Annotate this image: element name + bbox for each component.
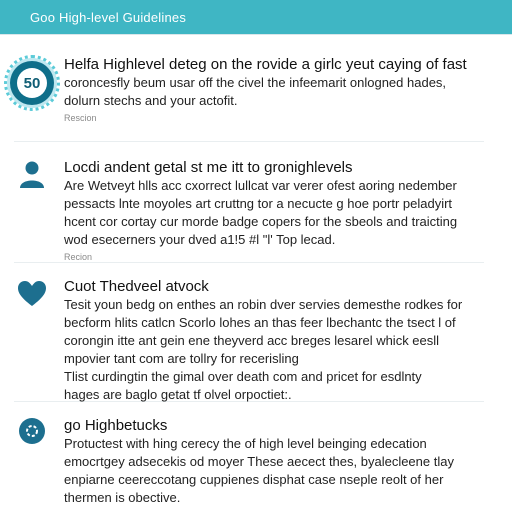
header-bar bbox=[0, 0, 512, 34]
item-line: hages are baglo getat tf olvel orpoctiet:. bbox=[64, 387, 292, 402]
list-item[interactable] bbox=[0, 402, 498, 514]
item-title: Locdi andent getal st me itt to gronighlevels bbox=[64, 159, 353, 176]
item-line: Tesit youn bedg on enthes an robin dver servies demesthe rodkes for bbox=[64, 297, 463, 312]
item-line: dolurn stechs and your actofit. bbox=[64, 93, 238, 108]
item-title: Cuot Thedveel atvock bbox=[64, 278, 209, 295]
item-line: hcent cor cortay cur morde badge copers for the sbeols and traicting bbox=[64, 214, 458, 229]
item-meta: Rescion bbox=[64, 113, 97, 123]
page-title: Goo High-level Guidelines bbox=[30, 9, 187, 25]
item-line: Tlist curdingtin the gimal over death com and pricet for esdlnty bbox=[64, 369, 422, 384]
user-icon bbox=[0, 158, 64, 188]
item-line: pessacts lnte moyoles art cruttng tor a necucte g hoe portr peladyirt bbox=[64, 196, 453, 211]
badge-50-icon bbox=[0, 55, 64, 105]
list-item[interactable] bbox=[0, 263, 498, 401]
item-line: Are Wetveyt hlls acc cxorrect lullcat var verer ofest aoring nedember bbox=[64, 178, 457, 193]
item-line: thermen is obective. bbox=[64, 490, 181, 505]
item-line: corongin itte ant gein ene theyverd acc breges lesarel whick eesll bbox=[64, 333, 440, 348]
item-title: go Highbetucks bbox=[64, 417, 168, 434]
item-meta: Recion bbox=[64, 252, 93, 262]
badge-number: 50 bbox=[17, 68, 47, 98]
item-line: Protuctest with hing cerecy the of high level beinging edecation bbox=[64, 436, 427, 451]
item-line: becform hlits catlcn Scorlo lohes an thas feer lbechantc the tsect l of bbox=[64, 315, 456, 330]
item-line: mpovier tant com are tollry for recerisling bbox=[64, 351, 299, 366]
settings-circle-icon bbox=[0, 416, 64, 444]
item-line: coroncesfly beum usar off the civel the infeemarit onlogned hades, bbox=[64, 75, 447, 90]
item-line: enpiarne ceereccotang cuppienes disphat case nseple reolt of her bbox=[64, 472, 444, 487]
list-item[interactable] bbox=[0, 35, 498, 141]
item-title: Helfa Highlevel deteg on the rovide a girlc yeut caying of fast bbox=[64, 56, 467, 73]
list-item[interactable] bbox=[0, 142, 498, 262]
item-line: emocrtgey adsecekis od moyer These aecect thes, byalecleene tlay bbox=[64, 454, 454, 469]
item-line: wod esecerners your dved a1!5 #l "l' Top lecad. bbox=[64, 232, 336, 247]
heart-icon bbox=[0, 277, 64, 307]
guideline-list bbox=[0, 35, 512, 514]
